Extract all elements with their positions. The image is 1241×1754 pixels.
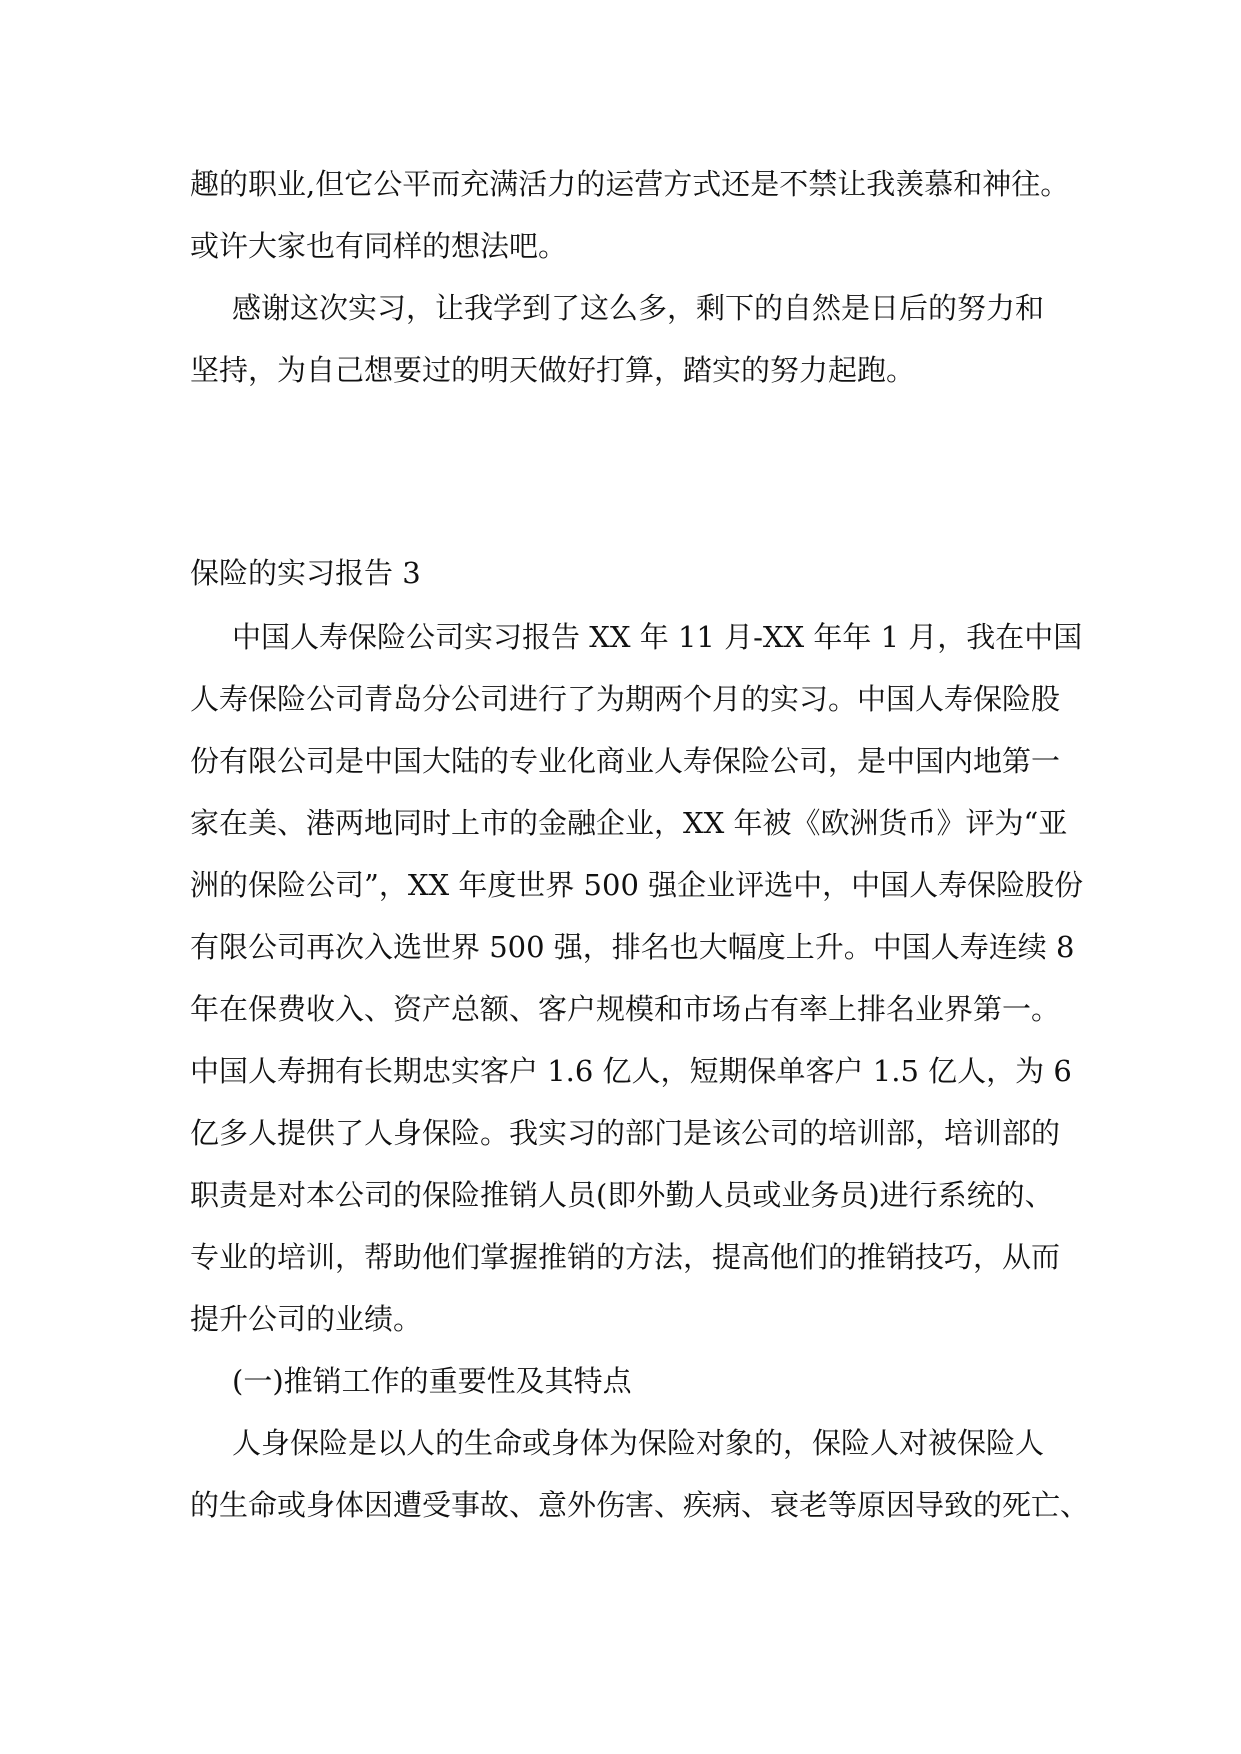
text-line: 职责是对本公司的保险推销人员(即外勤人员或业务员)进行系统的、 (190, 1178, 1054, 1212)
text-line: 趣的职业,但它公平而充满活力的运营方式还是不禁让我羡慕和神往。 (190, 167, 1070, 201)
text-line: 份有限公司是中国大陆的专业化商业人寿保险公司，是中国内地第一 (190, 744, 1061, 778)
subsection-heading: (一)推销工作的重要性及其特点 (232, 1364, 632, 1398)
text-line: 的生命或身体因遭受事故、意外伤害、疾病、衰老等原因导致的死亡、 (190, 1488, 1090, 1522)
section-heading: 保险的实习报告 3 (190, 556, 421, 590)
text-line: 中国人寿拥有长期忠实客户 1.6 亿人，短期保单客户 1.5 亿人，为 6 (190, 1054, 1072, 1088)
text-line: 亿多人提供了人身保险。我实习的部门是该公司的培训部，培训部的 (190, 1116, 1061, 1150)
text-line: 人身保险是以人的生命或身体为保险对象的，保险人对被保险人 (232, 1426, 1045, 1460)
text-line: 年在保费收入、资产总额、客户规模和市场占有率上排名业界第一。 (190, 992, 1061, 1026)
text-line: 中国人寿保险公司实习报告 XX 年 11 月-XX 年年 1 月，我在中国 (232, 620, 1083, 654)
text-line: 洲的保险公司”，XX 年度世界 500 强企业评选中，中国人寿保险股份 (190, 868, 1084, 902)
text-line: 人寿保险公司青岛分公司进行了为期两个月的实习。中国人寿保险股 (190, 682, 1061, 716)
text-line: 感谢这次实习，让我学到了这么多，剩下的自然是日后的努力和 (232, 291, 1045, 325)
text-line: 有限公司再次入选世界 500 强，排名也大幅度上升。中国人寿连续 8 (190, 930, 1075, 964)
text-line: 家在美、港两地同时上市的金融企业，XX 年被《欧洲货币》评为“亚 (190, 806, 1068, 840)
text-line: 或许大家也有同样的想法吧。 (190, 229, 568, 263)
text-line: 专业的培训，帮助他们掌握推销的方法，提高他们的推销技巧，从而 (190, 1240, 1061, 1274)
text-line: 提升公司的业绩。 (190, 1302, 423, 1336)
text-line: 坚持，为自己想要过的明天做好打算，踏实的努力起跑。 (190, 353, 916, 387)
